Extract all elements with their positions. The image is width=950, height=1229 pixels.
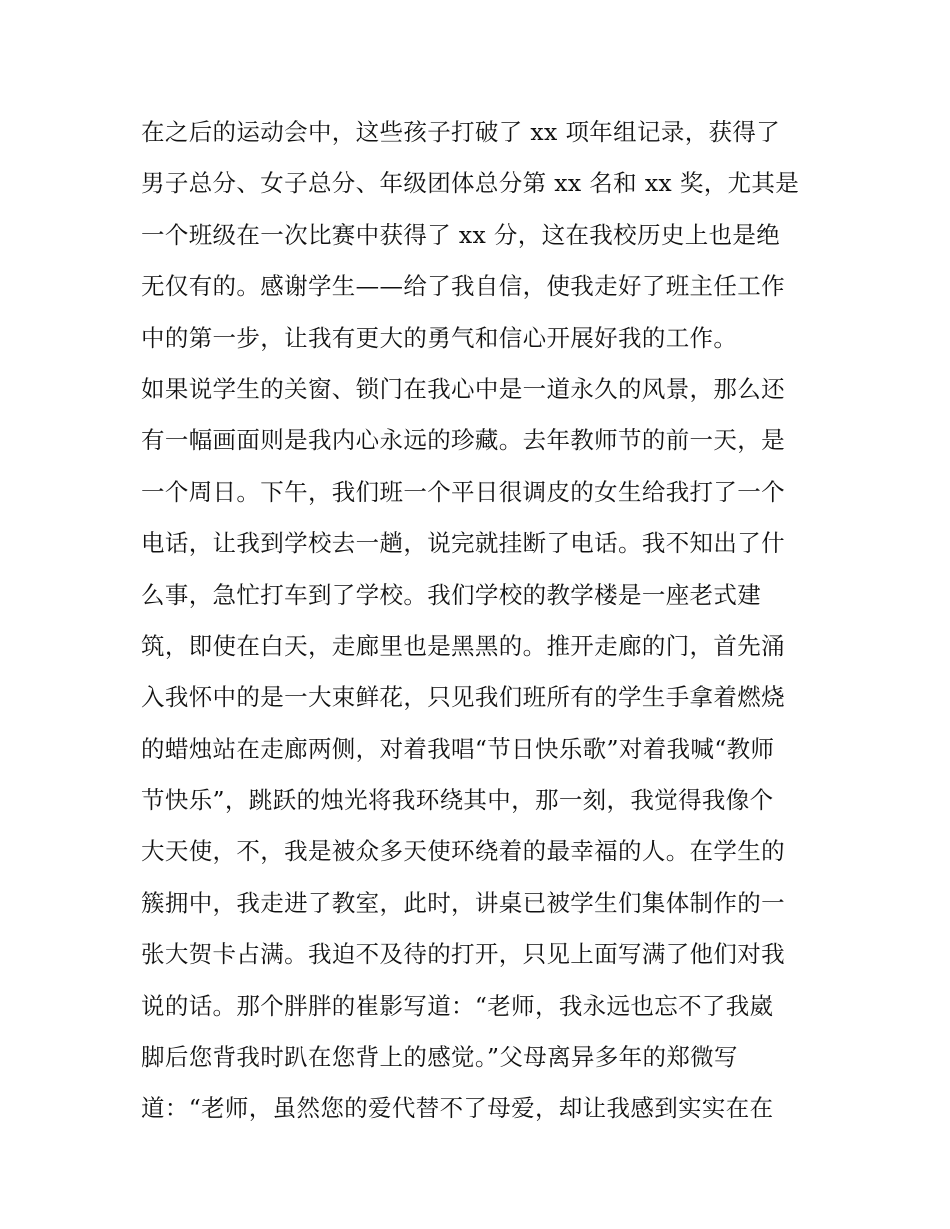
- text-line: 一个班级在一次比赛中获得了 xx 分，这在我校历史上也是绝: [141, 220, 781, 249]
- text-line: 簇拥中，我走进了教室，此时，讲桌已被学生们集体制作的一: [141, 888, 785, 917]
- text-line: 道：“老师，虽然您的爱代替不了母爱，却让我感到实实在在: [141, 1094, 774, 1123]
- text-line: 电话，让我到学校去一趟，说完就挂断了电话。我不知出了什: [141, 529, 785, 558]
- text-line: 有一幅画面则是我内心永远的珍藏。去年教师节的前一天，是: [141, 426, 785, 455]
- text-line: 在之后的运动会中，这些孩子打破了 xx 项年组记录，获得了: [141, 118, 781, 146]
- document-body: [141, 107, 821, 1135]
- text-line: 张大贺卡占满。我迫不及待的打开，只见上面写满了他们对我: [141, 940, 785, 969]
- text-line: 脚后您背我时趴在您背上的感觉。”父母离异多年的郑微写: [141, 1043, 738, 1072]
- text-line: 的蜡烛站在走廊两侧，对着我唱“节日快乐歌”对着我喊“教师: [141, 734, 775, 763]
- text-line: 无仅有的。感谢学生——给了我自信，使我走好了班主任工作: [141, 272, 785, 301]
- text-line: 么事，急忙打车到了学校。我们学校的教学楼是一座老式建: [141, 580, 762, 609]
- text-line: 入我怀中的是一大束鲜花，只见我们班所有的学生手拿着燃烧: [141, 683, 785, 712]
- text-line: 如果说学生的关窗、锁门在我心中是一道永久的风景，那么还: [141, 374, 785, 403]
- text-line: 男子总分、女子总分、年级团体总分第 xx 名和 xx 奖，尤其是: [141, 169, 800, 198]
- text-line: 大天使，不，我是被众多天使环绕着的最幸福的人。在学生的: [141, 837, 785, 866]
- text-line: 说的话。那个胖胖的崔影写道：“老师，我永远也忘不了我崴: [141, 991, 774, 1020]
- text-line: 一个周日。下午，我们班一个平日很调皮的女生给我打了一个: [141, 477, 785, 506]
- text-line: 中的第一步，让我有更大的勇气和信心开展好我的工作。: [141, 323, 738, 352]
- text-line: 筑，即使在白天，走廊里也是黑黑的。推开走廊的门，首先涌: [141, 631, 785, 660]
- text-line: 节快乐”，跳跃的烛光将我环绕其中，那一刻，我觉得我像个: [141, 786, 774, 815]
